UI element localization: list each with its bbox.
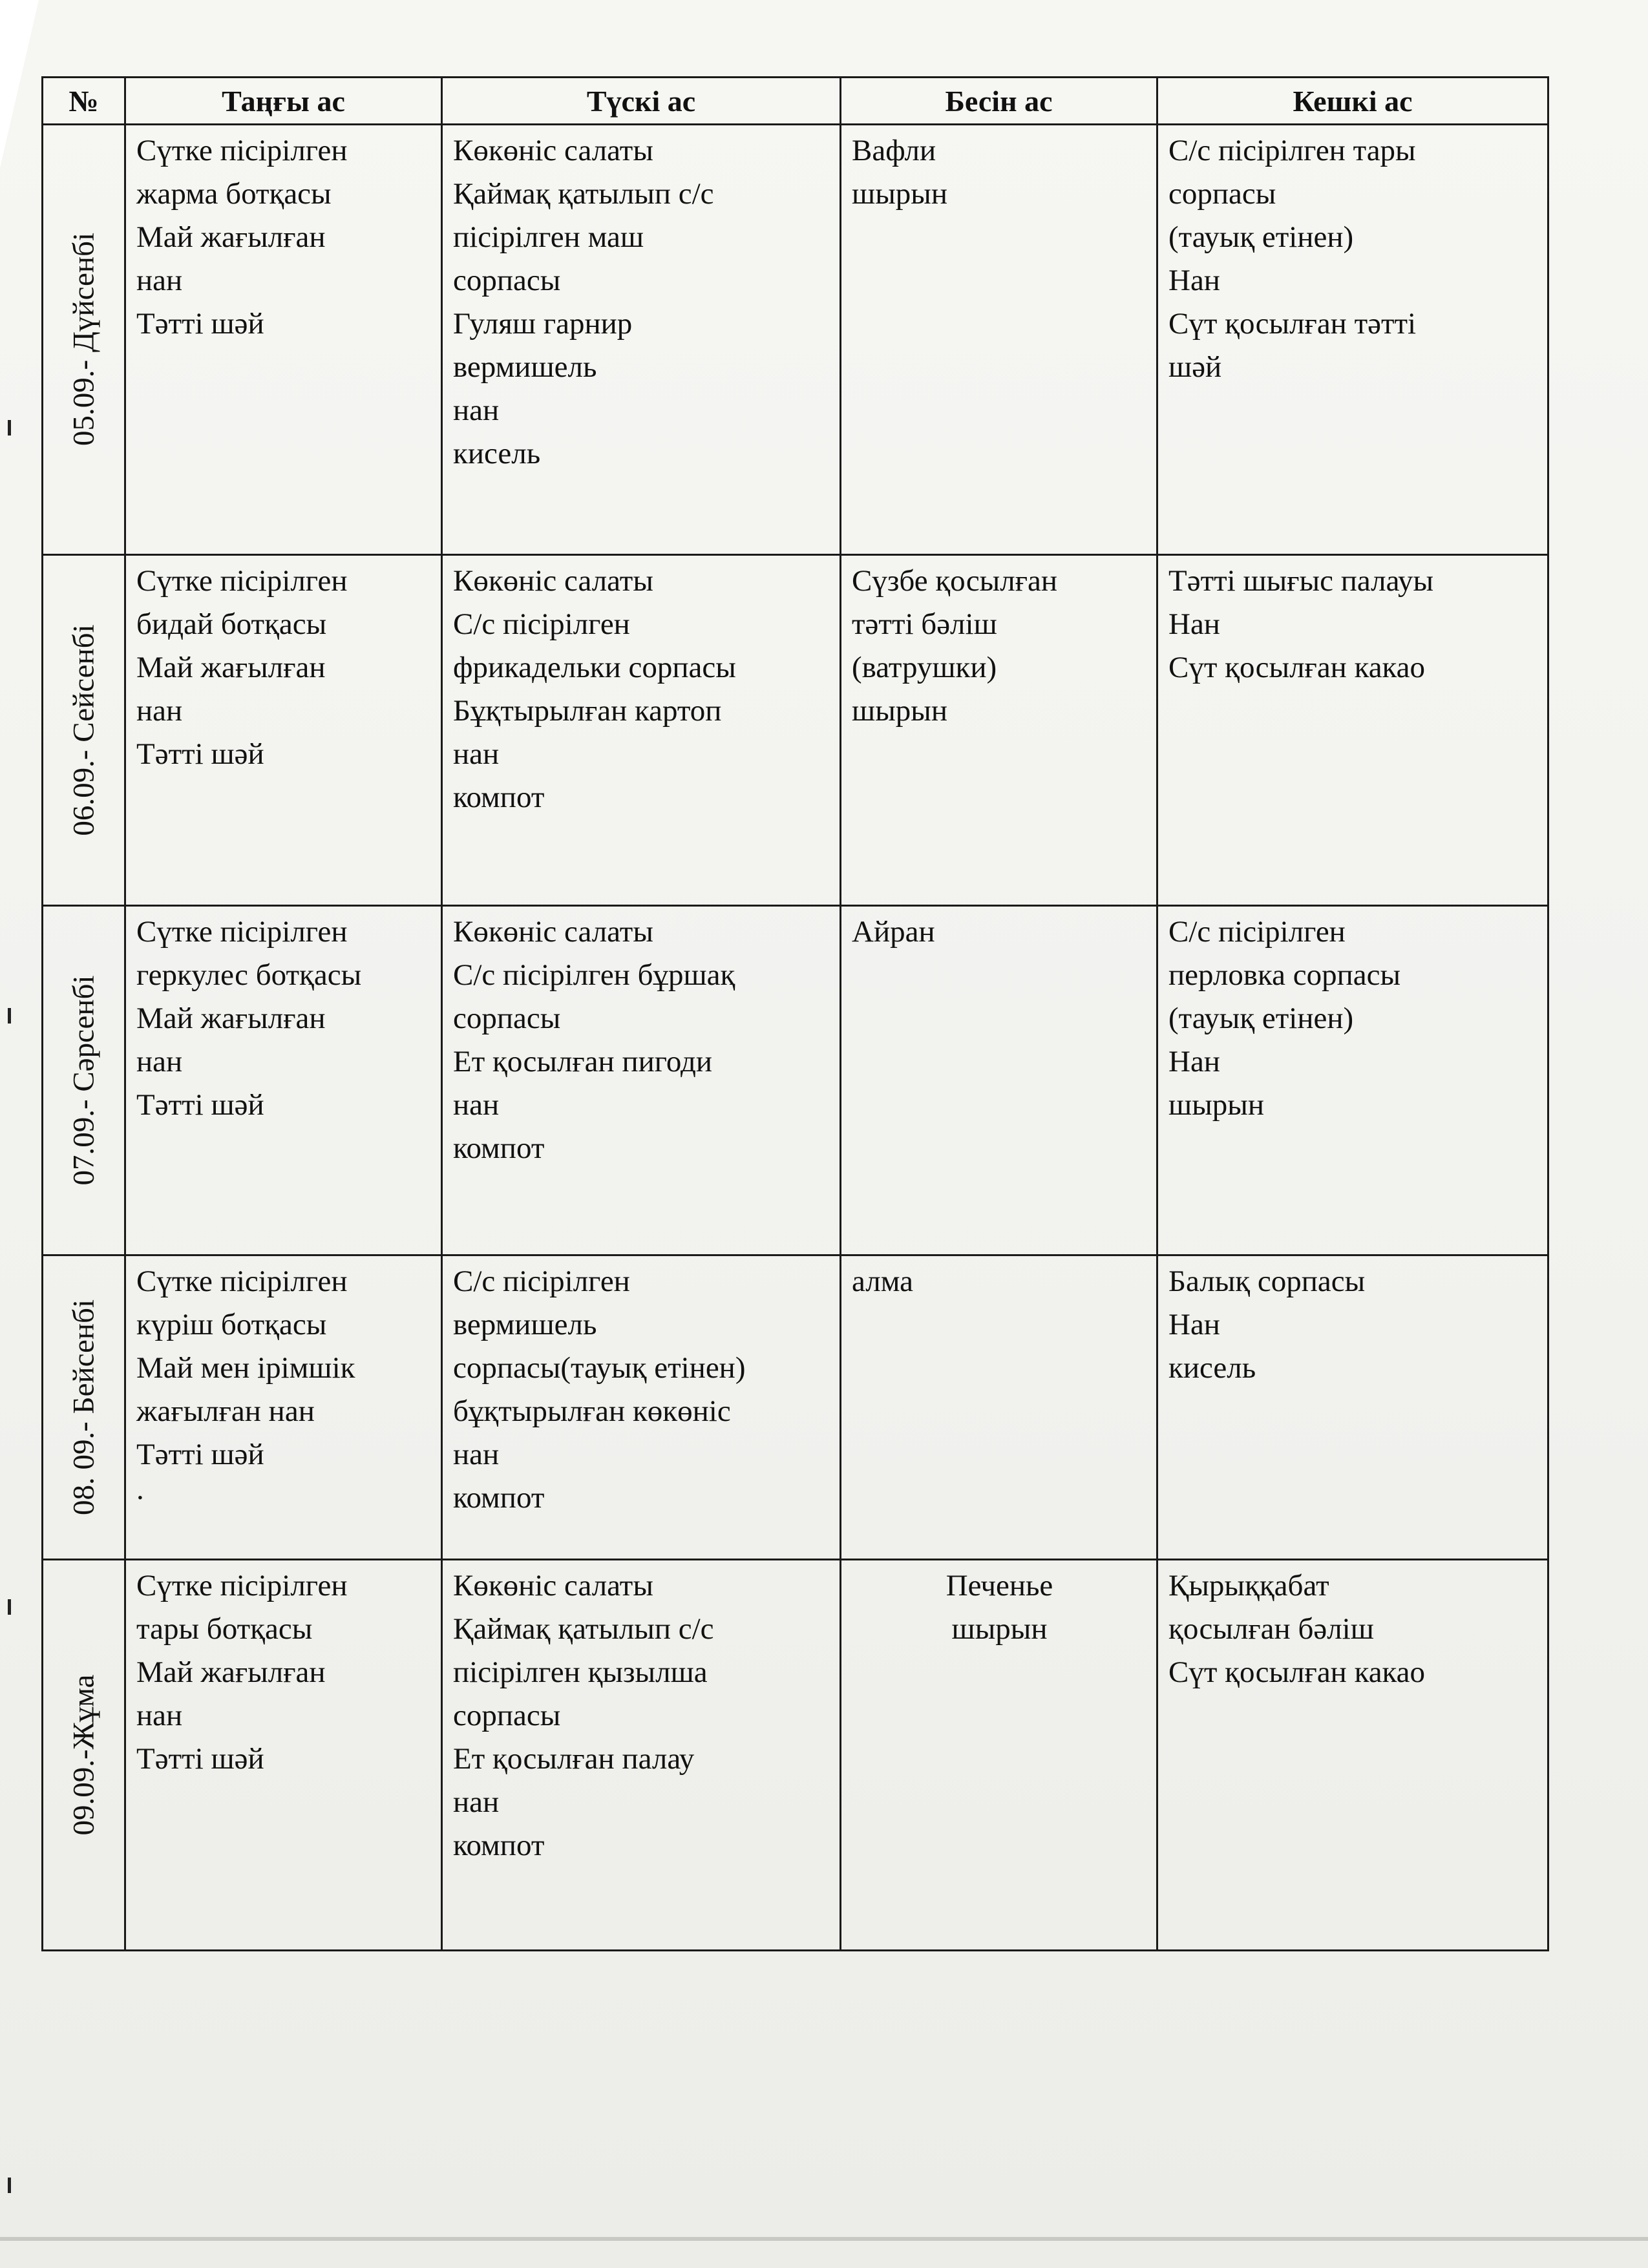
menu-line: С/с пісірілген тары	[1168, 134, 1416, 167]
menu-line: Сүт қосылған тәтті	[1168, 307, 1417, 341]
menu-line: (ватрушки)	[852, 650, 997, 684]
breakfast-cell	[125, 125, 442, 555]
margin-mark	[8, 1599, 11, 1615]
menu-line: С/с пісірілген	[453, 607, 630, 641]
menu-line: сорпасы	[453, 1001, 561, 1035]
menu-line: Сүтке пісірілген	[136, 914, 348, 949]
menu-line: Тәтті шәй	[136, 307, 264, 341]
snack-cell	[841, 554, 1157, 905]
header-breakfast: Таңғы ас	[125, 78, 442, 125]
menu-line: Нан	[1168, 1044, 1220, 1078]
header-snack: Бесін ас	[841, 78, 1157, 125]
header-number: №	[43, 78, 125, 125]
menu-line: Сүзбе қосылған	[852, 563, 1058, 598]
menu-line: күріш ботқасы	[136, 1308, 327, 1342]
menu-line: нан	[453, 737, 500, 771]
menu-line: тары ботқасы	[136, 1612, 313, 1646]
menu-line: кисель	[1168, 1351, 1256, 1385]
dinner-cell	[1157, 1255, 1548, 1560]
margin-mark	[8, 2178, 11, 2193]
dinner-cell	[1157, 125, 1548, 555]
table-row	[43, 554, 1548, 905]
day-cell	[43, 905, 125, 1255]
table-row	[43, 125, 1548, 555]
menu-line: нан	[136, 1699, 183, 1733]
snack-cell	[841, 125, 1157, 555]
margin-mark	[8, 420, 11, 436]
menu-line: Нан	[1168, 1308, 1220, 1342]
snack-cell	[841, 905, 1157, 1255]
menu-line: Май жағылған	[136, 650, 326, 684]
menu-line: Сүтке пісірілген	[136, 134, 348, 167]
day-label: 06.09.- Сейсенбі	[67, 624, 100, 836]
menu-line: нан	[453, 1438, 500, 1472]
menu-line: Сүт қосылған какао	[1168, 650, 1426, 684]
day-label: 09.09.-Жұма	[67, 1674, 100, 1836]
day-label: 07.09.- Сәрсенбі	[67, 975, 100, 1186]
menu-line: Балық сорпасы	[1168, 1265, 1366, 1299]
dinner-cell	[1157, 1560, 1548, 1951]
menu-line: вермишель	[453, 350, 597, 384]
menu-line: шырын	[951, 1612, 1048, 1646]
menu-line: фрикадельки сорпасы	[453, 650, 736, 684]
menu-line: (тауық етінен)	[1168, 220, 1354, 254]
breakfast-cell	[125, 1560, 442, 1951]
menu-line: перловка сорпасы	[1168, 958, 1401, 992]
menu-line: Көкөніс салаты	[453, 1569, 653, 1603]
menu-line: С/с пісірілген	[1168, 914, 1346, 949]
menu-line: Ет қосылған палау	[453, 1742, 695, 1776]
menu-line: Ет қосылған пигоди	[453, 1044, 713, 1078]
menu-line: С/с пісірілген бұршақ	[453, 958, 735, 992]
menu-line: Сүтке пісірілген	[136, 1265, 348, 1299]
menu-line: сорпасы	[453, 264, 561, 297]
menu-line: Нан	[1168, 607, 1220, 641]
breakfast-cell	[125, 554, 442, 905]
menu-line: пісірілген маш	[453, 220, 644, 254]
snack-cell	[841, 1560, 1157, 1951]
menu-line: Көкөніс салаты	[453, 914, 653, 949]
menu-line: .	[136, 1473, 144, 1507]
menu-line: Қаймақ қатылып с/с	[453, 1612, 714, 1646]
menu-line: сорпасы(тауық етінен)	[453, 1351, 746, 1385]
menu-line: компот	[453, 1829, 545, 1863]
menu-line: геркулес ботқасы	[136, 958, 362, 992]
day-label: 08. 09.- Бейсенбі	[67, 1299, 100, 1516]
dinner-cell	[1157, 905, 1548, 1255]
menu-line: шырын	[852, 693, 947, 728]
menu-line: шәй	[1168, 350, 1222, 384]
menu-line: Қырыққабат	[1168, 1569, 1329, 1603]
menu-line: Май жағылған	[136, 1655, 326, 1690]
menu-line: Вафли	[852, 134, 936, 167]
menu-line: бидай ботқасы	[136, 607, 327, 641]
day-label: 05.09.- Дүйсенбі	[67, 233, 100, 446]
menu-line: Көкөніс салаты	[453, 134, 653, 167]
menu-line: Гуляш гарнир	[453, 307, 633, 341]
menu-line: тәтті бәліш	[852, 607, 997, 641]
day-cell	[43, 1255, 125, 1560]
menu-line: сорпасы	[1168, 177, 1276, 211]
menu-line: жарма ботқасы	[136, 177, 332, 211]
dinner-cell	[1157, 554, 1548, 905]
menu-line: бұқтырылған көкөніс	[453, 1394, 731, 1429]
weekly-menu-table	[41, 76, 1549, 1951]
header-dinner: Кешкі ас	[1157, 78, 1548, 125]
menu-line: С/с пісірілген	[453, 1265, 630, 1299]
menu-line: жағылған нан	[136, 1394, 315, 1429]
breakfast-cell	[125, 905, 442, 1255]
menu-line: нан	[136, 1044, 183, 1078]
table-row	[43, 1560, 1548, 1951]
menu-line: Нан	[1168, 264, 1220, 297]
menu-line: Тәтті шәй	[136, 1438, 264, 1472]
menu-line: нан	[136, 264, 183, 297]
menu-line: (тауық етінен)	[1168, 1001, 1354, 1035]
menu-line: компот	[453, 1131, 545, 1165]
menu-line: Тәтті шәй	[136, 1087, 264, 1122]
menu-line: нан	[453, 1087, 500, 1122]
menu-line: Сүтке пісірілген	[136, 563, 348, 598]
menu-line: Тәтті шәй	[136, 1742, 264, 1776]
menu-line: Сүт қосылған какао	[1168, 1655, 1426, 1690]
menu-line: компот	[453, 1481, 545, 1515]
menu-line: шырын	[852, 177, 947, 211]
menu-line: Қаймақ қатылып с/с	[453, 177, 714, 211]
lunch-cell	[442, 905, 841, 1255]
menu-line: алма	[852, 1265, 914, 1299]
table-row	[43, 905, 1548, 1255]
lunch-cell	[442, 1560, 841, 1951]
menu-line: Сүтке пісірілген	[136, 1569, 348, 1603]
menu-line: Тәтті шәй	[136, 737, 264, 771]
table-header-row	[43, 78, 1548, 125]
lunch-cell	[442, 1255, 841, 1560]
menu-line: вермишель	[453, 1308, 597, 1342]
menu-line: Бұқтырылған картоп	[453, 693, 722, 728]
menu-line: қосылған бәліш	[1168, 1612, 1374, 1646]
snack-cell	[841, 1255, 1157, 1560]
menu-line: нан	[453, 394, 500, 427]
header-lunch: Түскі ас	[442, 78, 841, 125]
lunch-cell	[442, 554, 841, 905]
menu-line: Май жағылған	[136, 220, 326, 254]
table-row	[43, 1255, 1548, 1560]
menu-line: компот	[453, 780, 545, 814]
page-edge	[0, 2237, 1648, 2241]
menu-line: кисель	[453, 437, 541, 470]
day-cell	[43, 554, 125, 905]
day-cell	[43, 125, 125, 555]
menu-line: Айран	[852, 914, 935, 949]
folded-corner	[0, 0, 39, 168]
margin-mark	[8, 1008, 11, 1024]
menu-line: Май жағылған	[136, 1001, 326, 1035]
menu-line: нан	[136, 693, 183, 728]
menu-line: пісірілген қызылша	[453, 1655, 708, 1690]
menu-line: Тәтті шығыс палауы	[1168, 563, 1434, 598]
menu-line: нан	[453, 1785, 500, 1820]
menu-line: Май мен ірімшік	[136, 1351, 355, 1385]
menu-line: шырын	[1168, 1087, 1264, 1122]
breakfast-cell	[125, 1255, 442, 1560]
menu-line: Көкөніс салаты	[453, 563, 653, 598]
menu-line: Печенье	[945, 1569, 1053, 1603]
day-cell	[43, 1560, 125, 1951]
lunch-cell	[442, 125, 841, 555]
menu-line: сорпасы	[453, 1699, 561, 1733]
